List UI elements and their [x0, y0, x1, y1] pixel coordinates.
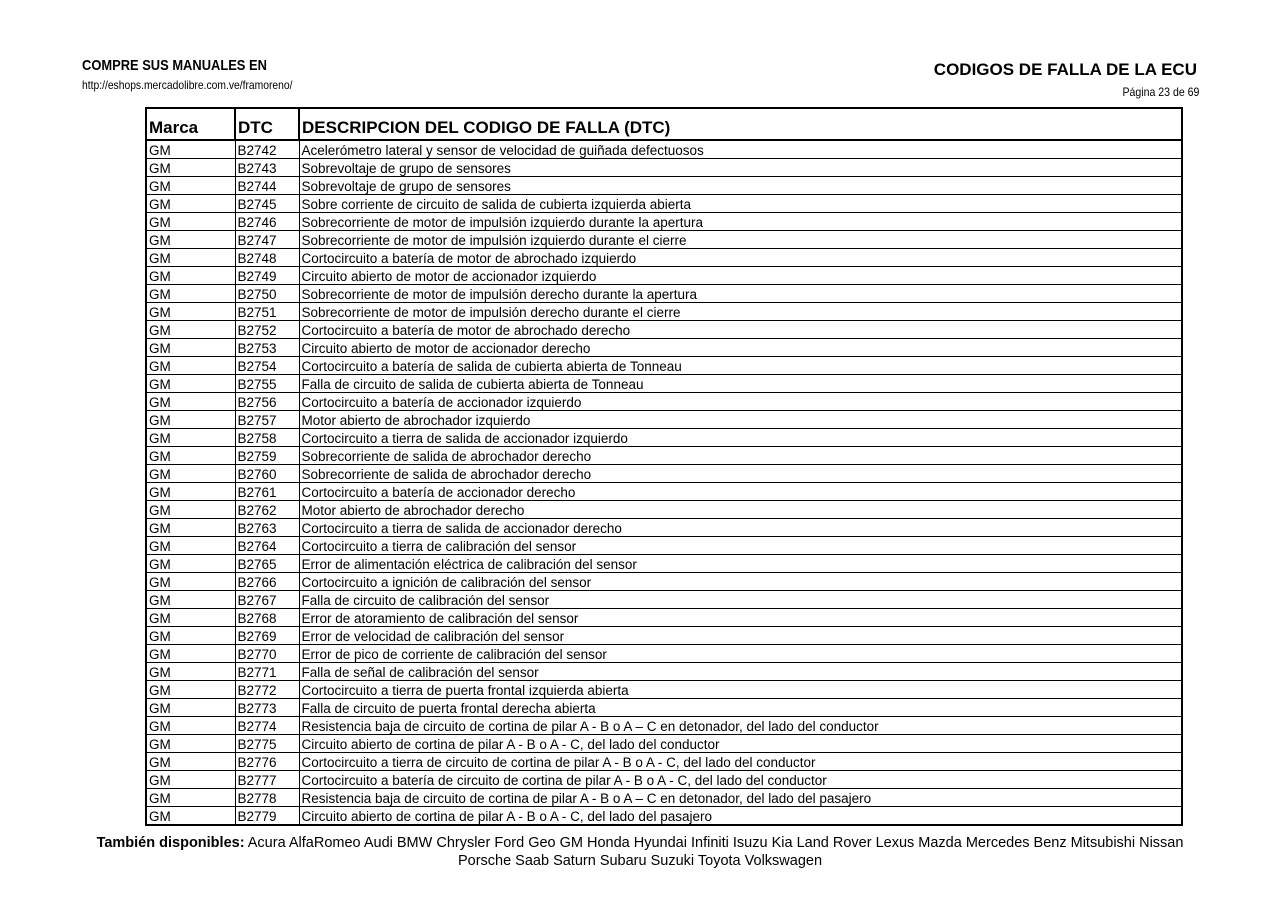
cell-dtc: B2749 — [235, 267, 299, 285]
cell-description: Resistencia baja de circuito de cortina de pilar A - B o A – C en detonador, del lado del conductor — [299, 717, 1182, 735]
cell-description: Cortocircuito a batería de motor de abrochado derecho — [299, 321, 1182, 339]
table-row — [146, 591, 1182, 609]
cell-marca: GM — [146, 699, 235, 717]
table-row — [146, 609, 1182, 627]
cell-description: Falla de circuito de salida de cubierta abierta de Tonneau — [299, 375, 1182, 393]
cell-marca: GM — [146, 645, 235, 663]
cell-description: Cortocircuito a tierra de calibración del sensor — [299, 537, 1182, 555]
cell-dtc: B2751 — [235, 303, 299, 321]
cell-marca: GM — [146, 555, 235, 573]
cell-description: Error de atoramiento de calibración del sensor — [299, 609, 1182, 627]
table-row — [146, 447, 1182, 465]
table-row — [146, 753, 1182, 771]
header-promo-title: COMPRE SUS MANUALES EN — [82, 57, 267, 74]
cell-description: Error de pico de corriente de calibración del sensor — [299, 645, 1182, 663]
cell-description: Falla de señal de calibración del sensor — [299, 663, 1182, 681]
cell-dtc: B2757 — [235, 411, 299, 429]
cell-dtc: B2754 — [235, 357, 299, 375]
cell-marca: GM — [146, 285, 235, 303]
cell-marca: GM — [146, 249, 235, 267]
cell-dtc: B2763 — [235, 519, 299, 537]
cell-marca: GM — [146, 519, 235, 537]
table-row — [146, 231, 1182, 249]
cell-description: Cortocircuito a batería de salida de cubierta abierta de Tonneau — [299, 357, 1182, 375]
cell-marca: GM — [146, 195, 235, 213]
cell-description: Cortocircuito a tierra de salida de accionador izquierdo — [299, 429, 1182, 447]
dtc-table — [145, 107, 1183, 826]
cell-description: Acelerómetro lateral y sensor de velocidad de guiñada defectuosos — [299, 140, 1182, 159]
cell-dtc: B2770 — [235, 645, 299, 663]
cell-marca: GM — [146, 231, 235, 249]
table-row — [146, 465, 1182, 483]
cell-dtc: B2745 — [235, 195, 299, 213]
cell-marca: GM — [146, 771, 235, 789]
table-row — [146, 267, 1182, 285]
cell-dtc: B2755 — [235, 375, 299, 393]
cell-marca: GM — [146, 681, 235, 699]
table-row — [146, 807, 1182, 826]
cell-marca: GM — [146, 303, 235, 321]
cell-description: Motor abierto de abrochador derecho — [299, 501, 1182, 519]
cell-description: Resistencia baja de circuito de cortina de pilar A - B o A – C en detonador, del lado del pasajero — [299, 789, 1182, 807]
table-row — [146, 140, 1182, 159]
cell-marca: GM — [146, 339, 235, 357]
table-row — [146, 771, 1182, 789]
cell-description: Circuito abierto de cortina de pilar A - B o A - C, del lado del conductor — [299, 735, 1182, 753]
cell-marca: GM — [146, 483, 235, 501]
cell-description: Cortocircuito a ignición de calibración del sensor — [299, 573, 1182, 591]
cell-marca: GM — [146, 267, 235, 285]
cell-dtc: B2778 — [235, 789, 299, 807]
table-row — [146, 285, 1182, 303]
table-row — [146, 555, 1182, 573]
cell-marca: GM — [146, 357, 235, 375]
cell-dtc: B2758 — [235, 429, 299, 447]
cell-dtc: B2773 — [235, 699, 299, 717]
table-row — [146, 663, 1182, 681]
table-row — [146, 159, 1182, 177]
cell-description: Circuito abierto de motor de accionador derecho — [299, 339, 1182, 357]
cell-description: Cortocircuito a tierra de circuito de cortina de pilar A - B o A - C, del lado del conductor — [299, 753, 1182, 771]
cell-description: Cortocircuito a batería de motor de abrochado izquierdo — [299, 249, 1182, 267]
table-row — [146, 357, 1182, 375]
cell-description: Sobrecorriente de salida de abrochador derecho — [299, 465, 1182, 483]
table-row — [146, 519, 1182, 537]
table-row — [146, 537, 1182, 555]
cell-marca: GM — [146, 501, 235, 519]
cell-dtc: B2762 — [235, 501, 299, 519]
cell-description: Cortocircuito a tierra de salida de accionador derecho — [299, 519, 1182, 537]
column-header-marca: Marca — [146, 108, 235, 140]
cell-dtc: B2750 — [235, 285, 299, 303]
table-row — [146, 681, 1182, 699]
table-row — [146, 339, 1182, 357]
cell-dtc: B2756 — [235, 393, 299, 411]
table-row — [146, 501, 1182, 519]
cell-description: Error de alimentación eléctrica de calibración del sensor — [299, 555, 1182, 573]
cell-dtc: B2752 — [235, 321, 299, 339]
cell-marca: GM — [146, 591, 235, 609]
cell-description: Sobrecorriente de motor de impulsión izquierdo durante el cierre — [299, 231, 1182, 249]
table-row — [146, 303, 1182, 321]
table-row — [146, 429, 1182, 447]
cell-description: Circuito abierto de motor de accionador izquierdo — [299, 267, 1182, 285]
footer-label: También disponibles: — [96, 835, 245, 851]
cell-description: Circuito abierto de cortina de pilar A - B o A - C, del lado del pasajero — [299, 807, 1182, 826]
footer-line-1 — [90, 834, 1190, 852]
cell-marca: GM — [146, 159, 235, 177]
footer — [90, 834, 1190, 870]
cell-dtc: B2747 — [235, 231, 299, 249]
cell-dtc: B2746 — [235, 213, 299, 231]
cell-dtc: B2760 — [235, 465, 299, 483]
cell-description: Sobre corriente de circuito de salida de cubierta izquierda abierta — [299, 195, 1182, 213]
cell-marca: GM — [146, 753, 235, 771]
table-row — [146, 483, 1182, 501]
cell-dtc: B2743 — [235, 159, 299, 177]
cell-description: Sobrevoltaje de grupo de sensores — [299, 177, 1182, 195]
cell-description: Sobrevoltaje de grupo de sensores — [299, 159, 1182, 177]
cell-dtc: B2767 — [235, 591, 299, 609]
cell-dtc: B2748 — [235, 249, 299, 267]
cell-description: Sobrecorriente de motor de impulsión derecho durante la apertura — [299, 285, 1182, 303]
cell-description: Cortocircuito a batería de circuito de cortina de pilar A - B o A - C, del lado del conductor — [299, 771, 1182, 789]
table-row — [146, 213, 1182, 231]
cell-dtc: B2768 — [235, 609, 299, 627]
cell-description: Sobrecorriente de salida de abrochador derecho — [299, 447, 1182, 465]
cell-marca: GM — [146, 447, 235, 465]
table-row — [146, 411, 1182, 429]
header-url[interactable]: http://eshops.mercadolibre.com.ve/framoreno/ — [82, 78, 293, 92]
cell-marca: GM — [146, 735, 235, 753]
document-title: CODIGOS DE FALLA DE LA ECU — [933, 60, 1197, 79]
cell-marca: GM — [146, 465, 235, 483]
cell-dtc: B2779 — [235, 807, 299, 826]
cell-marca: GM — [146, 375, 235, 393]
table-row — [146, 375, 1182, 393]
cell-dtc: B2775 — [235, 735, 299, 753]
cell-description: Cortocircuito a tierra de puerta frontal izquierda abierta — [299, 681, 1182, 699]
cell-dtc: B2765 — [235, 555, 299, 573]
cell-dtc: B2771 — [235, 663, 299, 681]
cell-description: Sobrecorriente de motor de impulsión derecho durante el cierre — [299, 303, 1182, 321]
table-row — [146, 735, 1182, 753]
cell-dtc: B2744 — [235, 177, 299, 195]
table-row — [146, 321, 1182, 339]
cell-dtc: B2759 — [235, 447, 299, 465]
cell-dtc: B2766 — [235, 573, 299, 591]
table-row — [146, 717, 1182, 735]
cell-dtc: B2753 — [235, 339, 299, 357]
cell-marca: GM — [146, 140, 235, 159]
cell-dtc: B2774 — [235, 717, 299, 735]
cell-marca: GM — [146, 609, 235, 627]
table-row — [146, 177, 1182, 195]
table-row — [146, 393, 1182, 411]
cell-marca: GM — [146, 177, 235, 195]
cell-marca: GM — [146, 663, 235, 681]
cell-dtc: B2742 — [235, 140, 299, 159]
cell-marca: GM — [146, 321, 235, 339]
cell-dtc: B2769 — [235, 627, 299, 645]
cell-description: Falla de circuito de calibración del sensor — [299, 591, 1182, 609]
cell-marca: GM — [146, 393, 235, 411]
table-row — [146, 195, 1182, 213]
cell-marca: GM — [146, 807, 235, 826]
cell-dtc: B2776 — [235, 753, 299, 771]
table-row — [146, 249, 1182, 267]
cell-description: Motor abierto de abrochador izquierdo — [299, 411, 1182, 429]
cell-description: Error de velocidad de calibración del sensor — [299, 627, 1182, 645]
table-row — [146, 699, 1182, 717]
cell-description: Sobrecorriente de motor de impulsión izquierdo durante la apertura — [299, 213, 1182, 231]
cell-dtc: B2772 — [235, 681, 299, 699]
footer-brands-line2: Porsche Saab Saturn Subaru Suzuki Toyota Volkswagen — [457, 853, 823, 869]
table-row — [146, 573, 1182, 591]
cell-marca: GM — [146, 429, 235, 447]
cell-dtc: B2777 — [235, 771, 299, 789]
cell-marca: GM — [146, 789, 235, 807]
cell-marca: GM — [146, 537, 235, 555]
cell-marca: GM — [146, 411, 235, 429]
footer-brands-line1: Acura AlfaRomeo Audi BMW Chrysler Ford Geo GM Honda Hyundai Infiniti Isuzu Kia Land Rover Lexus Mazda Mercedes Benz Mitsubishi Nissan — [247, 835, 1184, 851]
cell-description: Falla de circuito de puerta frontal derecha abierta — [299, 699, 1182, 717]
table-row — [146, 645, 1182, 663]
cell-marca: GM — [146, 717, 235, 735]
page-number: Página 23 de 69 — [1122, 85, 1199, 99]
table-row — [146, 789, 1182, 807]
cell-dtc: B2761 — [235, 483, 299, 501]
table-header-row — [146, 108, 1182, 140]
cell-description: Cortocircuito a batería de accionador izquierdo — [299, 393, 1182, 411]
cell-description: Cortocircuito a batería de accionador derecho — [299, 483, 1182, 501]
table-row — [146, 627, 1182, 645]
table-body — [146, 140, 1182, 825]
cell-marca: GM — [146, 573, 235, 591]
column-header-description: DESCRIPCION DEL CODIGO DE FALLA (DTC) — [299, 108, 1182, 140]
cell-dtc: B2764 — [235, 537, 299, 555]
column-header-dtc: DTC — [235, 108, 299, 140]
cell-marca: GM — [146, 627, 235, 645]
cell-marca: GM — [146, 213, 235, 231]
